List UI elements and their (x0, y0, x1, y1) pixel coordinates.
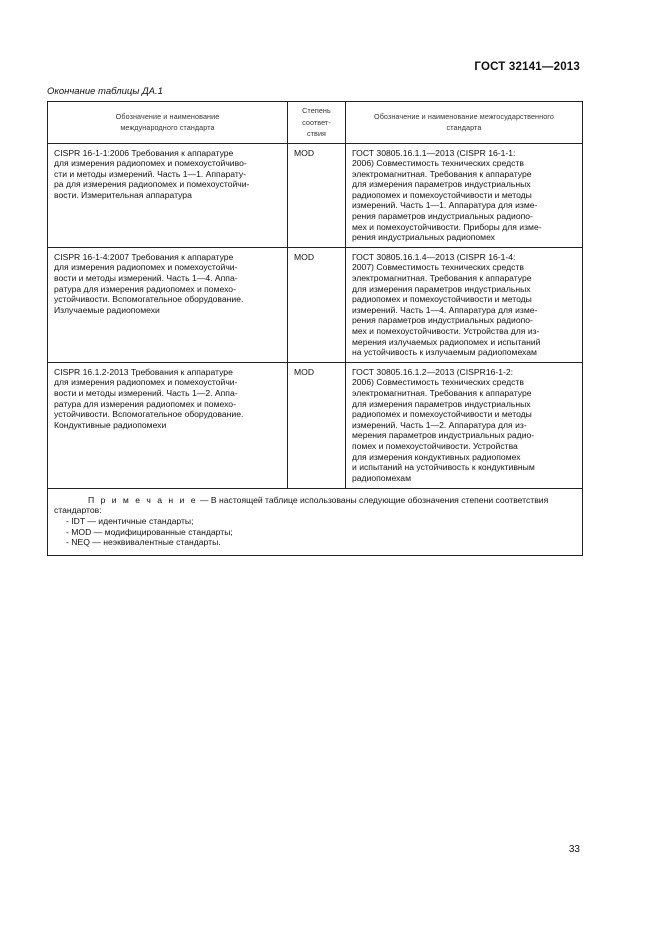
table-note-row (48, 488, 583, 555)
cell-degree (288, 143, 346, 247)
page-number: 33 (568, 844, 580, 855)
header-text: Обозначение и наименование межгосударственного стандарта (374, 111, 554, 133)
note-item-idt: - IDT — идентичные стандарты; (66, 516, 194, 527)
header-text: Степень соответ- ствия (302, 106, 331, 138)
note-heading (54, 495, 576, 516)
cell-international-standard (48, 362, 288, 488)
header-interstate-standard (346, 102, 583, 144)
table-row (48, 362, 583, 488)
header-text: Обозначение и наименование международного стандарта (115, 111, 220, 133)
cell-text: CISPR 16.1.2-2013 Требования к аппаратуре для измерения радиопомех и помехоустойчи- вости и методы измерений. Часть 1—2. Аппа- ратура для измерения радиопомех и помехо- устойчивости. Вспомогательное оборудование. Кондуктивные радиопомехи (54, 366, 244, 430)
table-header-row (48, 102, 583, 144)
cell-text: ГОСТ 30805.16.1.4—2013 (CISPR 16-1-4: 2007) Совместимость технических средств электромагнитная. Требования к аппаратуре для измерения параметров индустриальных радиопомех и помехоустойчивости и методы измерений. Часть 1—4. Аппаратура для изме- рения параметров индустриальных радиопо- мех и помехоустойчивости. Устройства для из- мерения излучаемых радиопомех и испытаний на устойчивость к излучаемым радиопомехам (352, 251, 541, 358)
cell-text: ГОСТ 30805.16.1.2—2013 (CISPR16-1-2: 2006) Совместимость технических средств электромагнитная. Требования к аппаратуре для измерения параметров индустриальных радиопомех и помехоустойчивости и методы измерений. Часть 1—2. Аппаратура для из- мерения параметров индустриальных радио- помех и помехоустойчивости. Устройства для измерения кондуктивных радиопомех и испытаний на устойчивость к кондуктивным радиопомехам (352, 366, 535, 483)
cell-degree (288, 247, 346, 362)
cell-text: MOD (294, 147, 315, 158)
cell-text: ГОСТ 30805.16.1.1—2013 (CISPR 16-1-1: 2006) Совместимость технических средств электромагнитная. Требования к аппаратуре для измерения параметров индустриальных радиопомех и помехоустойчивости и методы измерений. Часть 1—1. Аппаратура для изме- рения параметров индустриальных радиопо- мех и помехоустойчивости. Приборы для изме- рения индустриальных радиопомех (352, 147, 542, 243)
cell-text: CISPR 16-1-1:2006 Требования к аппаратуре для измерения радиопомех и помехоустойчиво- сти и методы измерений. Часть 1—1. Аппарату- ра для измерения радиопомех и помехоустойчи- вости. Измерительная аппаратура (54, 147, 250, 200)
cell-interstate-standard (346, 143, 583, 247)
table-caption: Окончание таблицы ДА.1 (47, 86, 163, 97)
document-code: ГОСТ 32141—2013 (474, 61, 580, 73)
cell-international-standard (48, 143, 288, 247)
header-international-standard (48, 102, 288, 144)
cell-text: MOD (294, 251, 315, 262)
cell-text: MOD (294, 366, 315, 377)
cell-interstate-standard (346, 247, 583, 362)
cell-interstate-standard (346, 362, 583, 488)
cell-text: CISPR 16-1-4:2007 Требования к аппаратуре для измерения радиопомех и помехоустойчи- вости и методы измерений. Часть 1—4. Аппа- ратура для измерения радиопомех и помехо- устойчивости. Вспомогательное оборудование. Излучаемые радиопомехи (54, 251, 244, 315)
note-item-mod: - MOD — модифицированные стандарты; (66, 526, 233, 537)
standards-table (47, 101, 583, 556)
table-row (48, 247, 583, 362)
note-text: — В настоящей таблице использованы следующие обозначения степени соответствия стандартов: (54, 494, 549, 516)
table-row (48, 143, 583, 247)
cell-international-standard (48, 247, 288, 362)
note-item-neq: - NEQ — неэквивалентные стандарты. (66, 537, 221, 548)
header-degree-of-conformity (288, 102, 346, 144)
note-label: П р и м е ч а н и е (88, 494, 198, 505)
table-note (48, 488, 583, 555)
cell-degree (288, 362, 346, 488)
